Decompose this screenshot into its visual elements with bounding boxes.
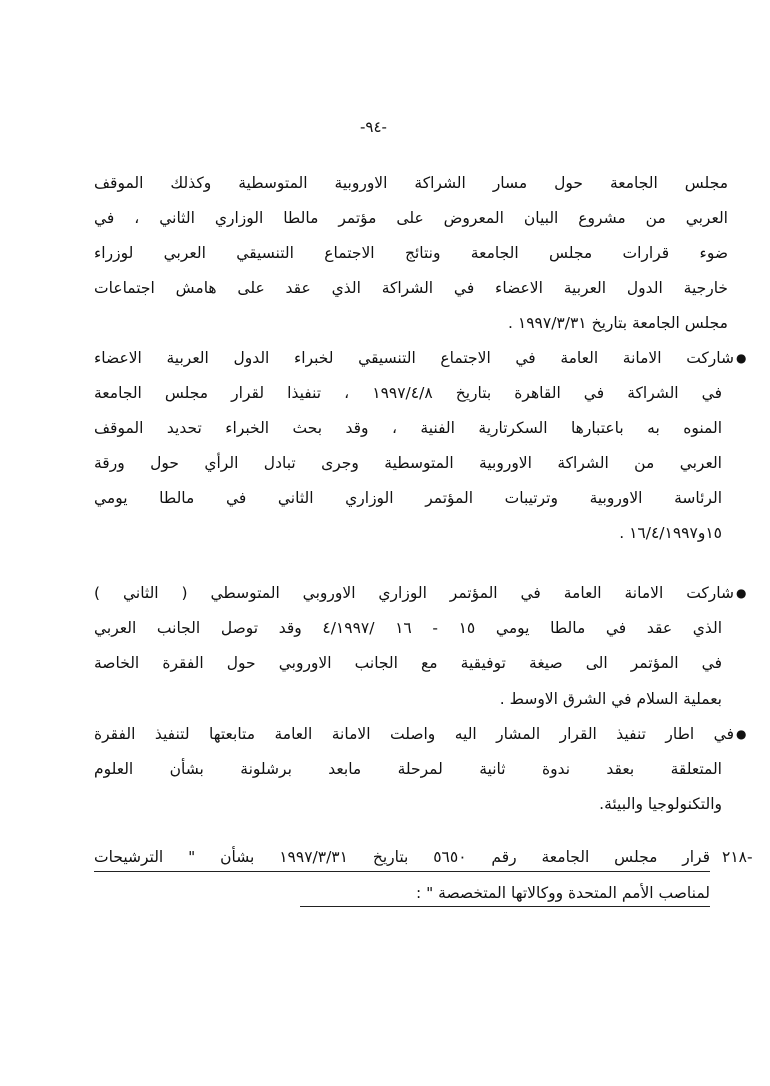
text-line: بعملية السلام في الشرق الاوسط . bbox=[499, 690, 722, 708]
bullet-icon: ● bbox=[736, 586, 747, 600]
text-line: في اطار تنفيذ القرار المشار اليه واصلت الامانة العامة متابعتها لتنفيذ الفقرة bbox=[94, 725, 734, 743]
page-number: -٩٤- bbox=[360, 118, 387, 136]
underline bbox=[94, 871, 710, 872]
text-line: شاركت الامانة العامة في الاجتماع التنسيقي لخبراء الدول العربية الاعضاء bbox=[94, 349, 734, 367]
bullet-icon: ● bbox=[736, 727, 747, 741]
text-line: العربي من الشراكة الاوروبية المتوسطية وجرى تبادل الرأي حول ورقة bbox=[94, 454, 722, 472]
text-line: ضوء قرارات مجلس الجامعة ونتائج الاجتماع التنسيقي العربي لوزراء bbox=[94, 244, 728, 262]
text-line: الذي عقد في مالطا يومي ١٥ - ١٦ /٤/١٩٩٧ وقد توصل الجانب العربي bbox=[94, 619, 723, 637]
text-line: مجلس الجامعة بتاريخ ١٩٩٧/٣/٣١ . bbox=[508, 314, 728, 332]
text-line: ١٥و١٦/٤/١٩٩٧ . bbox=[619, 524, 722, 542]
text-line: في المؤتمر الى صيغة توفيقية مع الجانب الاوروبي حول الفقرة الخاصة bbox=[94, 654, 722, 672]
text-line: مجلس الجامعة حول مسار الشراكة الاوروبية المتوسطية وكذلك الموقف bbox=[94, 174, 728, 192]
text-line: العربي من مشروع البيان المعروض على مؤتمر مالطا الوزاري الثاني ، في bbox=[94, 209, 728, 227]
resolution-title-line: قرار مجلس الجامعة رقم ٥٦٥٠ بتاريخ ١٩٩٧/٣/٣١ بشأن " الترشيحات bbox=[94, 848, 711, 866]
item-number: -٢١٨ bbox=[722, 848, 753, 866]
text-line: المتعلقة بعقد ندوة ثانية لمرحلة مابعد برشلونة بشأن العلوم bbox=[94, 760, 722, 778]
resolution-title-line: لمناصب الأمم المتحدة ووكالاتها المتخصصة " : bbox=[415, 884, 710, 902]
text-line: الرئاسة الاوروبية وترتيبات المؤتمر الوزاري الثاني في مالطا يومي bbox=[94, 489, 722, 507]
text-line: شاركت الامانة العامة في المؤتمر الوزاري الاوروبي المتوسطي ( الثاني ) bbox=[94, 584, 734, 602]
bullet-icon: ● bbox=[736, 351, 747, 365]
text-line: خارجية الدول العربية الاعضاء في الشراكة الذي عقد على هامش اجتماعات bbox=[94, 279, 728, 297]
underline bbox=[300, 906, 710, 907]
text-line: والتكنولوجيا والبيئة. bbox=[599, 795, 722, 813]
text-line: المنوه به باعتبارها السكرتارية الفنية ، وقد بحث الخبراء تحديد الموقف bbox=[94, 419, 722, 437]
text-line: في الشراكة في القاهرة بتاريخ ١٩٩٧/٤/٨ ، تنفيذا لقرار مجلس الجامعة bbox=[94, 384, 723, 402]
